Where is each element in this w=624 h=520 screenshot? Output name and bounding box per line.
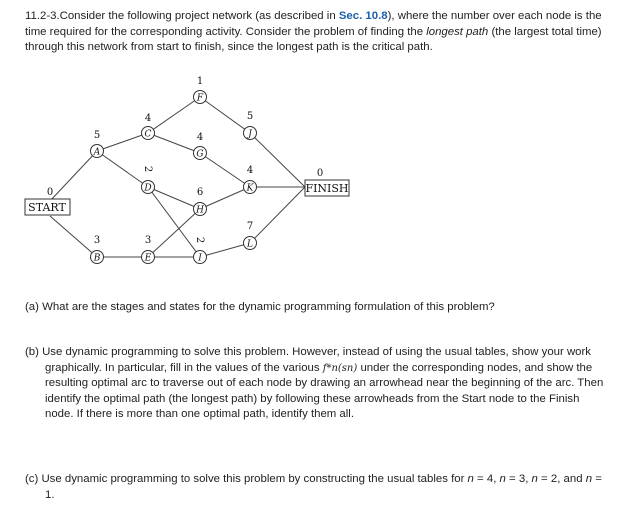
node-j-time: 5: [246, 111, 254, 122]
node-d-letter: D: [144, 183, 152, 194]
edge-i-l: [200, 243, 250, 257]
finish-node-label: FINISH: [305, 182, 349, 195]
n-variable: n: [467, 473, 474, 485]
section-reference-link[interactable]: Sec. 10.8: [338, 10, 388, 22]
question-a-text: (a) What are the stages and states for the dynamic programming formulation of this problem?: [25, 301, 495, 313]
node-l-letter: L: [247, 239, 253, 250]
node-h-letter: H: [196, 205, 204, 216]
node-d-time: 2: [142, 165, 153, 173]
question-a: [25, 300, 610, 316]
node-k-letter: K: [246, 183, 254, 194]
finish-node-time: 0: [316, 168, 324, 179]
question-b-prefix: (b) Use dynamic programming to solve this problem. However, instead of using the usual tables, show your work graphically. In particular, fill in the values of the various: [25, 346, 591, 374]
question-b-text: [25, 345, 610, 423]
edge-start-b: [50, 216, 97, 257]
edge-e-h: [148, 209, 200, 257]
network-edges: [50, 97, 305, 257]
n-variable: n: [499, 473, 506, 485]
n-variable: n: [585, 473, 593, 485]
intro-suffix: (the largest total time) through this network from start to finish, since the longest path is the critical path.: [25, 25, 602, 54]
edge-a-d: [97, 151, 148, 187]
c-value-2: = 2, and: [537, 473, 586, 485]
node-k-time: 4: [246, 165, 254, 176]
node-b-time: 3: [93, 235, 101, 246]
node-h-time: 6: [196, 187, 204, 198]
c-value-3: = 3,: [505, 473, 532, 485]
node-f-time: 1: [196, 76, 204, 87]
n-variable: n: [531, 473, 538, 485]
edge-g-k: [200, 153, 250, 187]
network-nodes: [91, 76, 257, 264]
edge-start-a: [50, 151, 97, 201]
intro-prefix: 11.2-3.Consider the following project network (as described in: [25, 10, 339, 22]
intro-middle: ), where the number over each node is the time required for the corresponding activity. Consider the problem of finding the: [25, 10, 602, 38]
node-f-letter: F: [196, 93, 204, 104]
node-g-letter: G: [196, 149, 204, 160]
question-c-text: [25, 472, 610, 503]
node-c-time: 4: [144, 113, 152, 124]
c-value-4: = 4,: [473, 473, 500, 485]
f-star-symbol: f*n(sn): [322, 362, 358, 374]
node-l-time: 7: [246, 221, 254, 232]
node-a-time: 5: [93, 130, 101, 141]
node-g-time: 4: [196, 132, 204, 143]
question-c-prefix: (c) Use dynamic programming to solve this problem by constructing the usual tables for: [25, 473, 468, 485]
question-b: [25, 345, 610, 423]
edge-c-f: [148, 97, 200, 133]
node-c-letter: C: [144, 129, 152, 140]
start-node-time: 0: [46, 187, 54, 198]
start-node-label: START: [28, 201, 66, 214]
edge-j-finish: [250, 133, 305, 187]
node-e-time: 3: [144, 235, 152, 246]
intro-emphasis: longest path: [426, 25, 489, 38]
question-c: [25, 472, 610, 503]
node-i-letter: I: [198, 253, 202, 264]
edge-h-k: [200, 187, 250, 209]
c-value-1: = 1.: [45, 473, 602, 501]
node-e-letter: E: [144, 253, 152, 264]
edge-f-j: [200, 97, 250, 133]
node-i-time: 2: [194, 236, 205, 244]
edge-a-c: [97, 133, 148, 151]
question-b-suffix: under the corresponding nodes, and show the resulting optimal arc to traverse out of each node by drawing an arrowhead near the beginning of the arc. Then identify the optimal path (the longest path) by following these arrowheads from the Start node to the Finish node. If there is more than one optimal path, identify them all.: [45, 361, 604, 421]
edge-l-finish: [250, 187, 305, 243]
node-b-letter: B: [93, 253, 101, 264]
edge-c-g: [148, 133, 200, 153]
node-j-letter: J: [248, 129, 252, 140]
node-a-letter: A: [93, 147, 101, 158]
